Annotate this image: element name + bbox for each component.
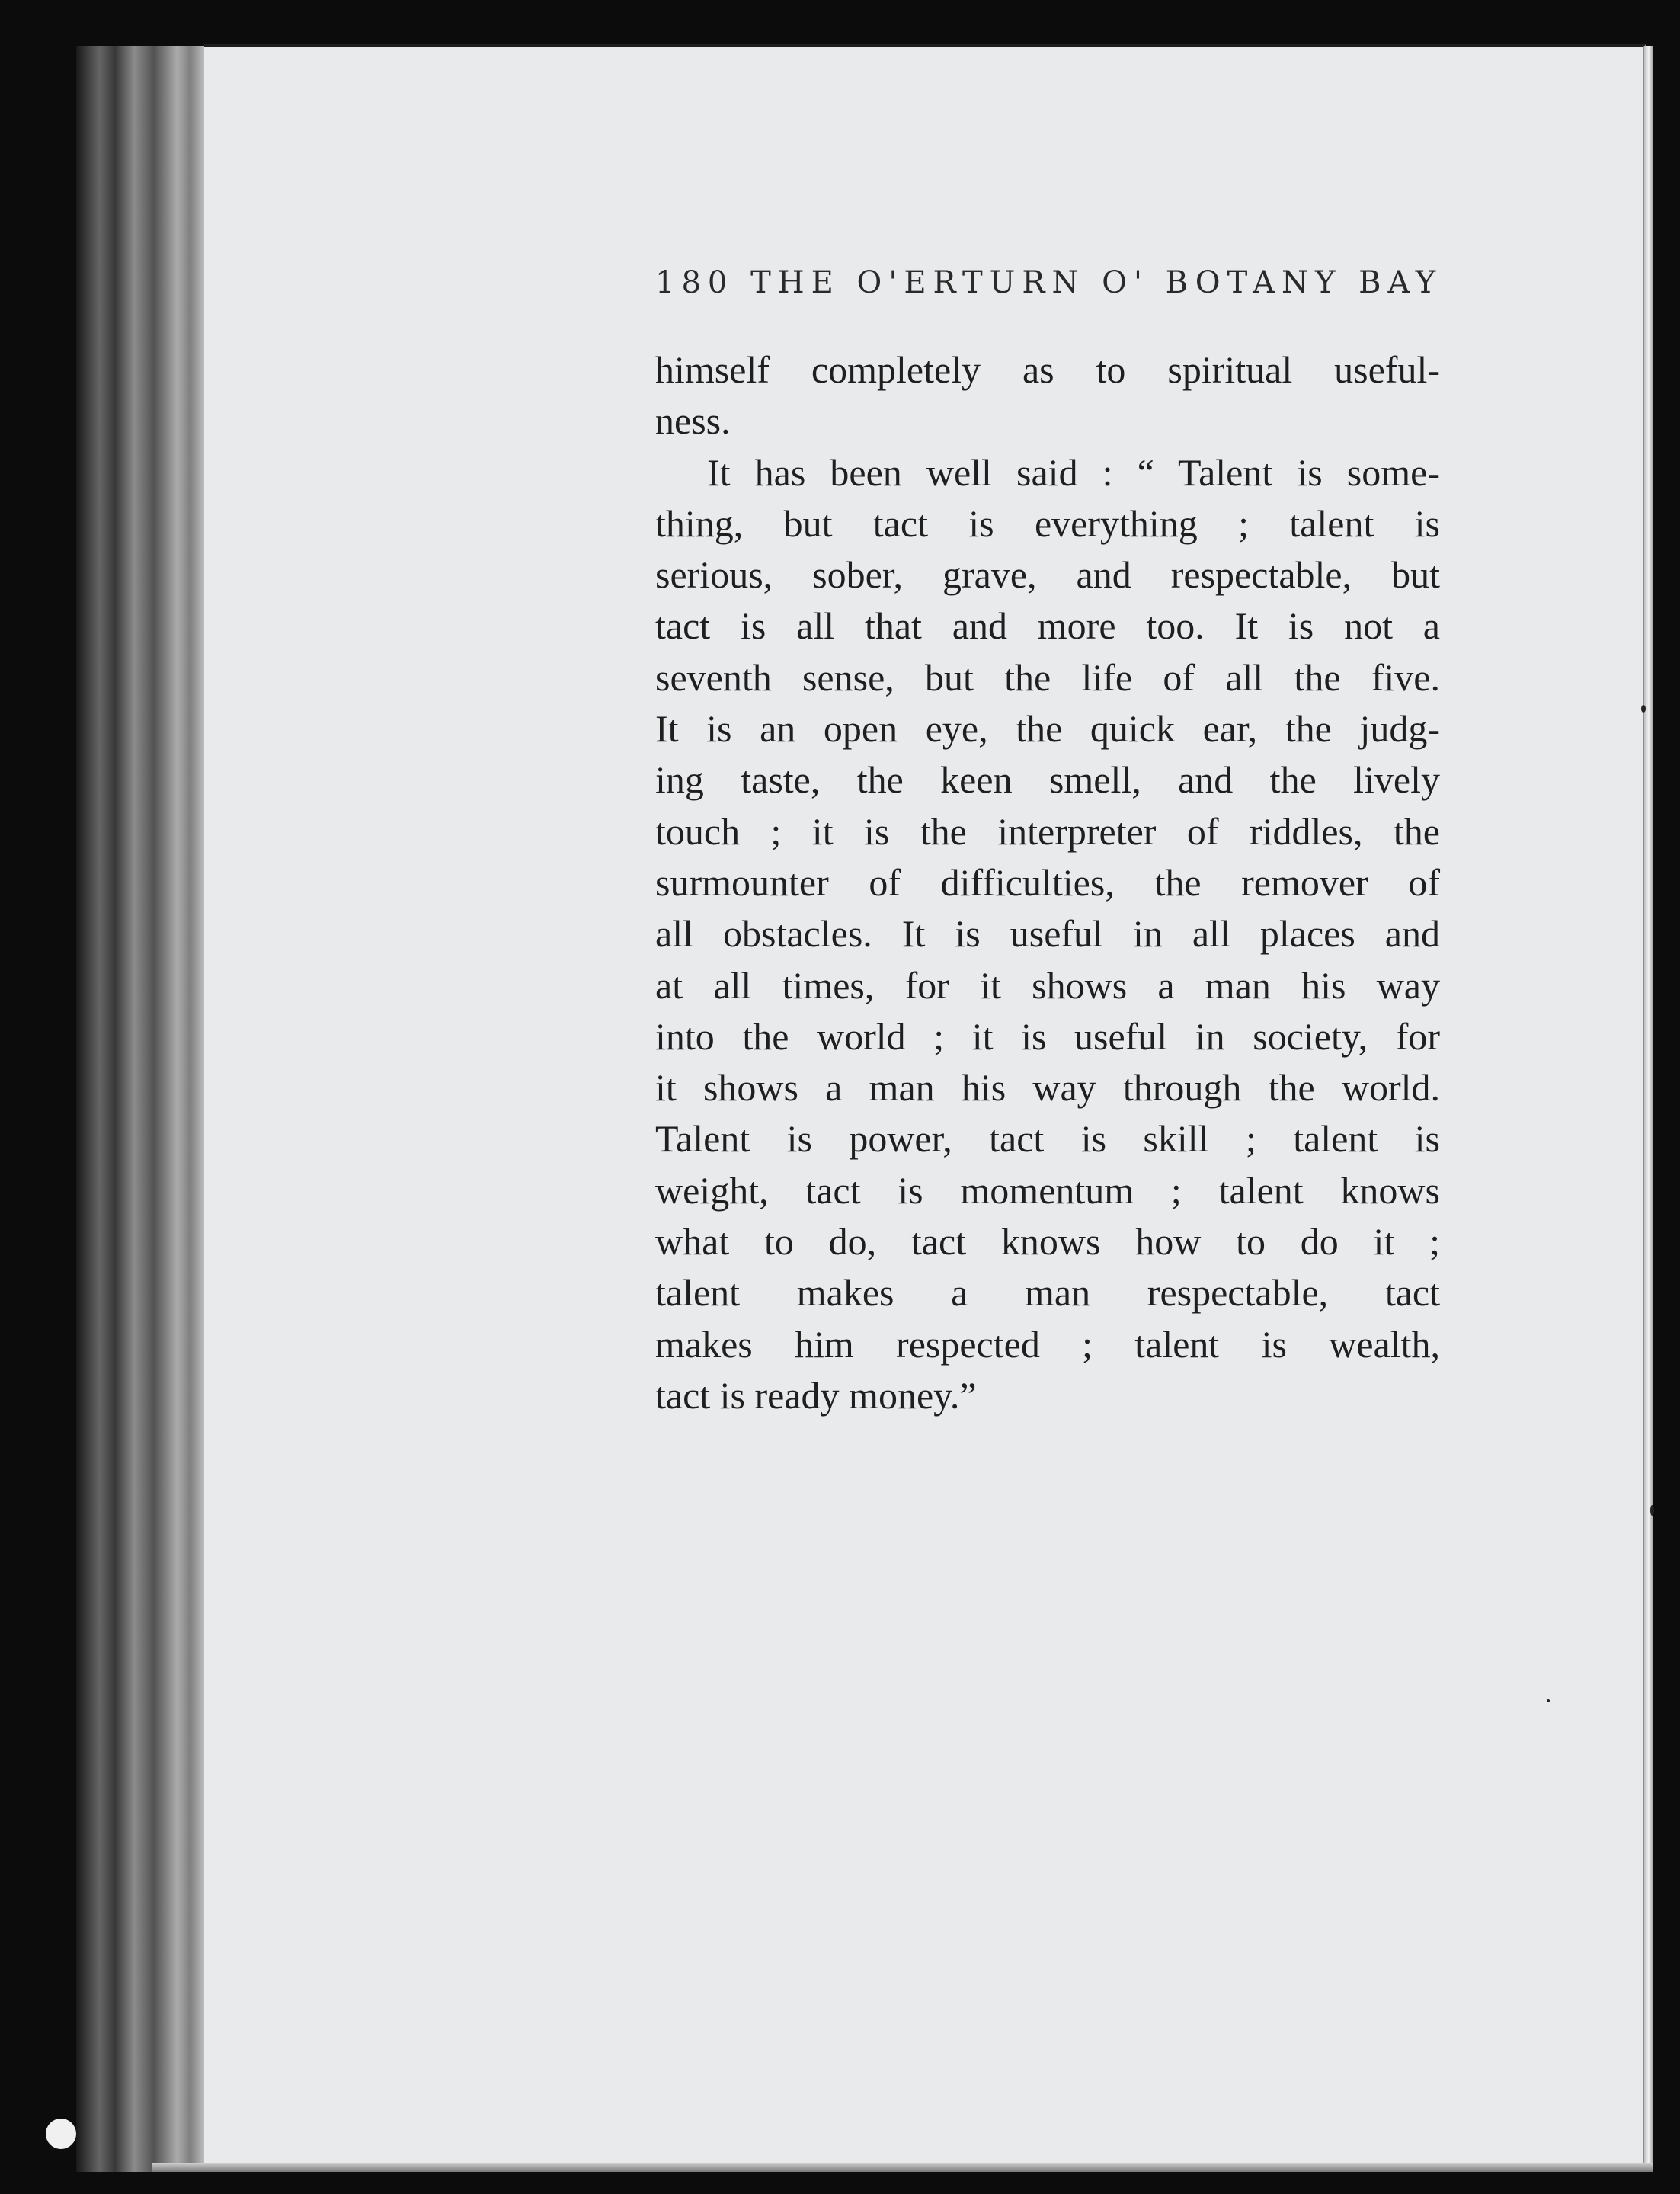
text-line: surmounter of difficulties, the remover of [655,860,1440,904]
text-line: ness. [655,399,731,443]
text-line: makes him respected ; talent is wealth, [655,1322,1440,1366]
text-line: serious, sober, grave, and respectable, but [655,553,1440,597]
text-line: tact is ready money.” [655,1373,977,1417]
scan-speck [1641,705,1646,713]
text-line: what to do, tact knows how to do it ; [655,1220,1440,1264]
text-line: touch ; it is the interpreter of riddles, the [655,809,1440,853]
text-line: tact is all that and more too. It is not a [655,604,1440,648]
scan-speck [1650,1505,1654,1516]
text-line: seventh sense, but the life of all the five. [655,655,1440,699]
book-binding-shadow [76,46,206,2172]
text-line: ing taste, the keen smell, and the lively [655,758,1440,802]
page-right-edge [1644,46,1653,2164]
text-line: It has been well said : “ Talent is some- [707,450,1440,494]
running-head: 180 THE O'ERTURN O' BOTANY BAY [655,265,1443,300]
scan-speck [1547,1699,1550,1702]
text-line: himself completely as to spiritual useful- [655,348,1440,391]
page-bottom-edge [152,2163,1653,2172]
text-line: thing, but tact is everything ; talent is [655,501,1440,545]
text-line: at all times, for it shows a man his way [655,963,1440,1007]
text-line: all obstacles. It is useful in all places and [655,912,1440,956]
body-text [655,344,1440,1421]
text-line: It is an open eye, the quick ear, the judg- [655,707,1440,751]
text-line: talent makes a man respectable, tact [655,1271,1440,1315]
text-line: into the world ; it is useful in society, for [655,1014,1440,1058]
text-line: weight, tact is momentum ; talent knows [655,1168,1440,1212]
text-line: it shows a man his way through the world. [655,1066,1440,1110]
scan-speck [46,2119,76,2149]
text-line: Talent is power, tact is skill ; talent is [655,1117,1440,1161]
